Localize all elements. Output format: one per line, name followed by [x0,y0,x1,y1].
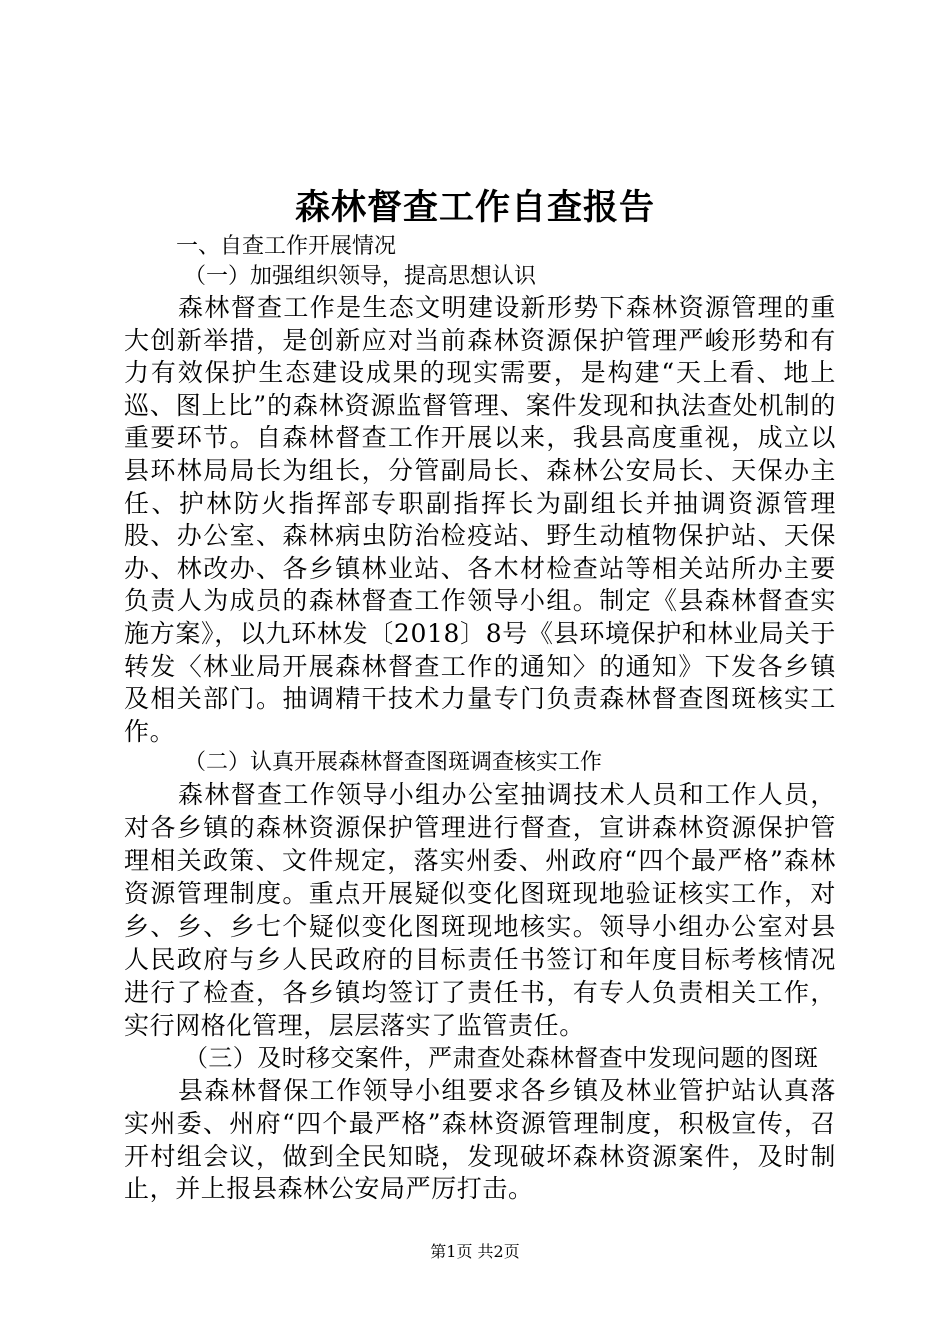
page-footer: 第1页 共2页 [430,1242,520,1261]
document-body [124,232,836,1206]
paragraph-3: 县森林督保工作领导小组要求各乡镇及林业管护站认真落实州委、州府“四个最严格”森林资源管理制度，积极宣传，召开村组会议，做到全民知晓，发现破坏森林资源案件，及时制止，并上报县森林公安局严厉打击。 [124,1076,836,1204]
document-title: 森林督查工作自查报告 [294,187,655,228]
paragraph-2: 森林督查工作领导小组办公室抽调技术人员和工作人员，对各乡镇的森林资源保护管理进行督查，宣讲森林资源保护管理相关政策、文件规定，落实州委、州政府“四个最严格”森林资源管理制度。重点开展疑似变化图斑现地验证核实工作，对乡、乡、乡七个疑似变化图斑现地核实。领导小组办公室对县人民政府与乡人民政府的目标责任书签订和年度目标考核情况进行了检查，各乡镇均签订了责任书，有专人负责相关工作，实行网格化管理，层层落实了监管责任。 [124,780,836,1041]
paragraph-1: 森林督查工作是生态文明建设新形势下森林资源管理的重大创新举措，是创新应对当前森林资源保护管理严峻形势和有力有效保护生态建设成果的现实需要，是构建“天上看、地上巡、图上比”的森林资源监督管理、案件发现和执法查处机制的重要环节。自森林督查工作开展以来，我县高度重视，成立以县环林局局长为组长，分管副局长、森林公安局长、天保办主任、护林防火指挥部专职副指挥长为副组长并抽调资源管理股、办公室、森林病虫防治检疫站、野生动植物保护站、天保办、林改办、各乡镇林业站、各木材检查站等相关站所办主要负责人为成员的森林督查工作领导小组。制定《县森林督查实施方案》，以九环林发〔2018〕8号《县环境保护和林业局关于转发〈林业局开展森林督查工作的通知〉的通知》下发各乡镇及相关部门。抽调精干技术力量专门负责森林督查图斑核实工作。 [124,293,836,746]
subsection-heading-1: （一）加强组织领导，提高思想认识 [184,264,537,289]
subsection-heading-3: （三）及时移交案件，严肃查处森林督查中发现问题的图斑 [184,1044,819,1073]
subsection-heading-2: （二）认真开展森林督查图斑调查核实工作 [184,750,603,776]
section-heading-1: 一、自查工作开展情况 [176,234,397,259]
